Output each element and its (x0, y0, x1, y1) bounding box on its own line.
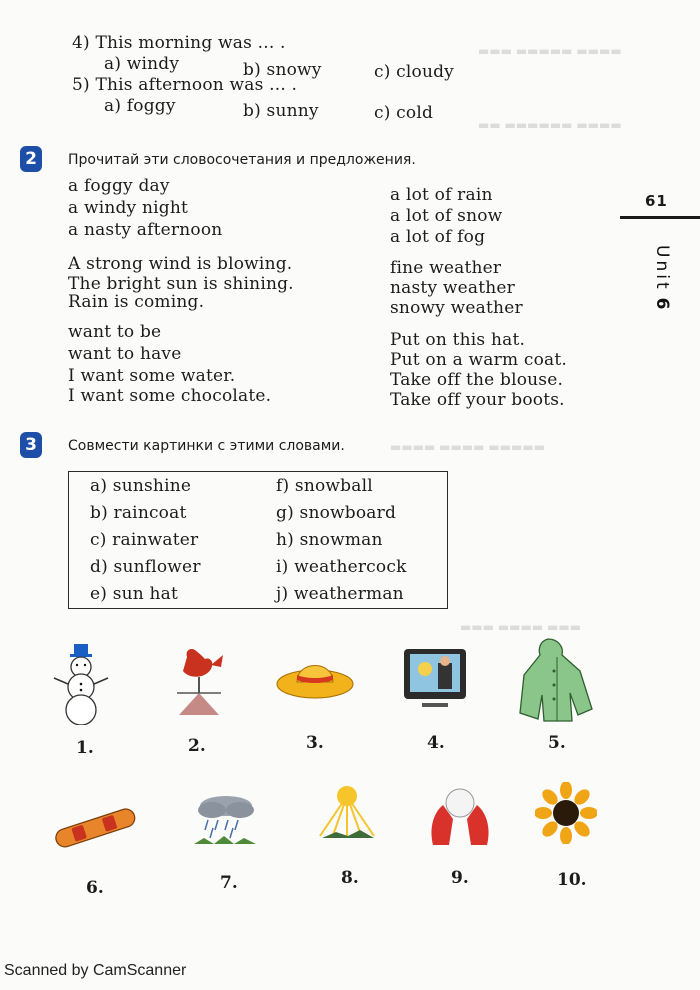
q5-option-b: b) sunny (243, 101, 319, 121)
phrase: a nasty afternoon (68, 220, 223, 240)
word-item: a) sunshine (90, 476, 192, 496)
unit-number: 6 (652, 297, 672, 313)
bleed-through-text: ▬▬▬ ▬▬▬▬▬ ▬▬▬▬ (478, 44, 622, 58)
bleed-through-text: ▬▬▬ ▬▬▬▬ ▬▬▬ (460, 620, 582, 634)
sentence: A strong wind is blowing. (68, 254, 293, 274)
phrase: a windy night (68, 198, 189, 218)
q4-option-c: c) cloudy (374, 62, 454, 82)
exercise-3-instruction: Совмести картинки с этими словами. (68, 438, 345, 454)
weatherman-tv-picture (400, 645, 470, 715)
exercise-3-badge: 3 (20, 432, 42, 458)
sentence: The bright sun is shining. (68, 274, 294, 294)
picture-number: 5. (548, 733, 566, 753)
word-item: h) snowman (276, 530, 383, 550)
picture-number: 9. (451, 868, 469, 888)
lot-phrase: a lot of rain (390, 185, 493, 205)
word-item: f) snowball (276, 476, 373, 496)
want-phrase: want to be (68, 322, 162, 342)
word-item: g) snowboard (276, 503, 397, 523)
picture-number: 3. (306, 733, 324, 753)
bleed-through-text: ▬▬ ▬▬▬▬▬▬ ▬▬▬▬ (478, 118, 622, 132)
picture-number: 2. (188, 736, 206, 756)
lot-phrase: a lot of fog (390, 227, 486, 247)
word-item: i) weathercock (276, 557, 407, 577)
want-sentence: I want some water. (68, 366, 236, 386)
lot-phrase: a lot of snow (390, 206, 503, 226)
word-item: c) rainwater (90, 530, 199, 550)
q4-stem: 4) This morning was ... . (72, 33, 286, 53)
want-phrase: want to have (68, 344, 182, 364)
weather-phrase: snowy weather (390, 298, 523, 318)
raincoat-picture (512, 635, 597, 725)
scanner-watermark: Scanned by CamScanner (4, 962, 187, 979)
word-item: e) sun hat (90, 584, 179, 604)
picture-number: 7. (220, 873, 238, 893)
q4-option-a: a) windy (104, 54, 180, 74)
picture-number: 1. (76, 738, 94, 758)
bleed-through-text: ▬▬▬▬ ▬▬▬▬ ▬▬▬▬▬ (390, 440, 546, 454)
weather-phrase: nasty weather (390, 278, 515, 298)
rainwater-picture (188, 790, 263, 850)
snowman-picture (48, 640, 118, 725)
snowboard-picture (50, 805, 140, 850)
unit-word: Unit (652, 245, 672, 292)
clothes-sentence: Take off the blouse. (390, 370, 564, 390)
word-item: d) sunflower (90, 557, 201, 577)
exercise-2-badge: 2 (20, 146, 42, 172)
sunflower-picture (535, 782, 597, 844)
q5-option-c: c) cold (374, 103, 434, 123)
q5-option-a: a) foggy (104, 96, 176, 116)
page-number-rule (620, 216, 700, 219)
picture-number: 10. (557, 870, 587, 890)
picture-number: 6. (86, 878, 104, 898)
exercise-2-instruction: Прочитай эти словосочетания и предложения. (68, 152, 416, 168)
clothes-sentence: Put on this hat. (390, 330, 526, 350)
word-item: j) weatherman (276, 584, 404, 604)
word-item: b) raincoat (90, 503, 187, 523)
picture-number: 4. (427, 733, 445, 753)
sun-hat-picture (275, 650, 355, 705)
want-sentence: I want some chocolate. (68, 386, 272, 406)
weather-phrase: fine weather (390, 258, 502, 278)
sunshine-picture (314, 778, 380, 844)
unit-label (652, 245, 672, 312)
q5-stem: 5) This afternoon was ... . (72, 75, 298, 95)
page-number: 61 (645, 192, 668, 210)
clothes-sentence: Take off your boots. (390, 390, 565, 410)
sentence: Rain is coming. (68, 292, 205, 312)
phrase: a foggy day (68, 176, 170, 196)
snowball-picture (425, 783, 495, 853)
weathercock-picture (165, 645, 230, 720)
clothes-sentence: Put on a warm coat. (390, 350, 568, 370)
q4-option-b: b) snowy (243, 60, 322, 80)
picture-number: 8. (341, 868, 359, 888)
